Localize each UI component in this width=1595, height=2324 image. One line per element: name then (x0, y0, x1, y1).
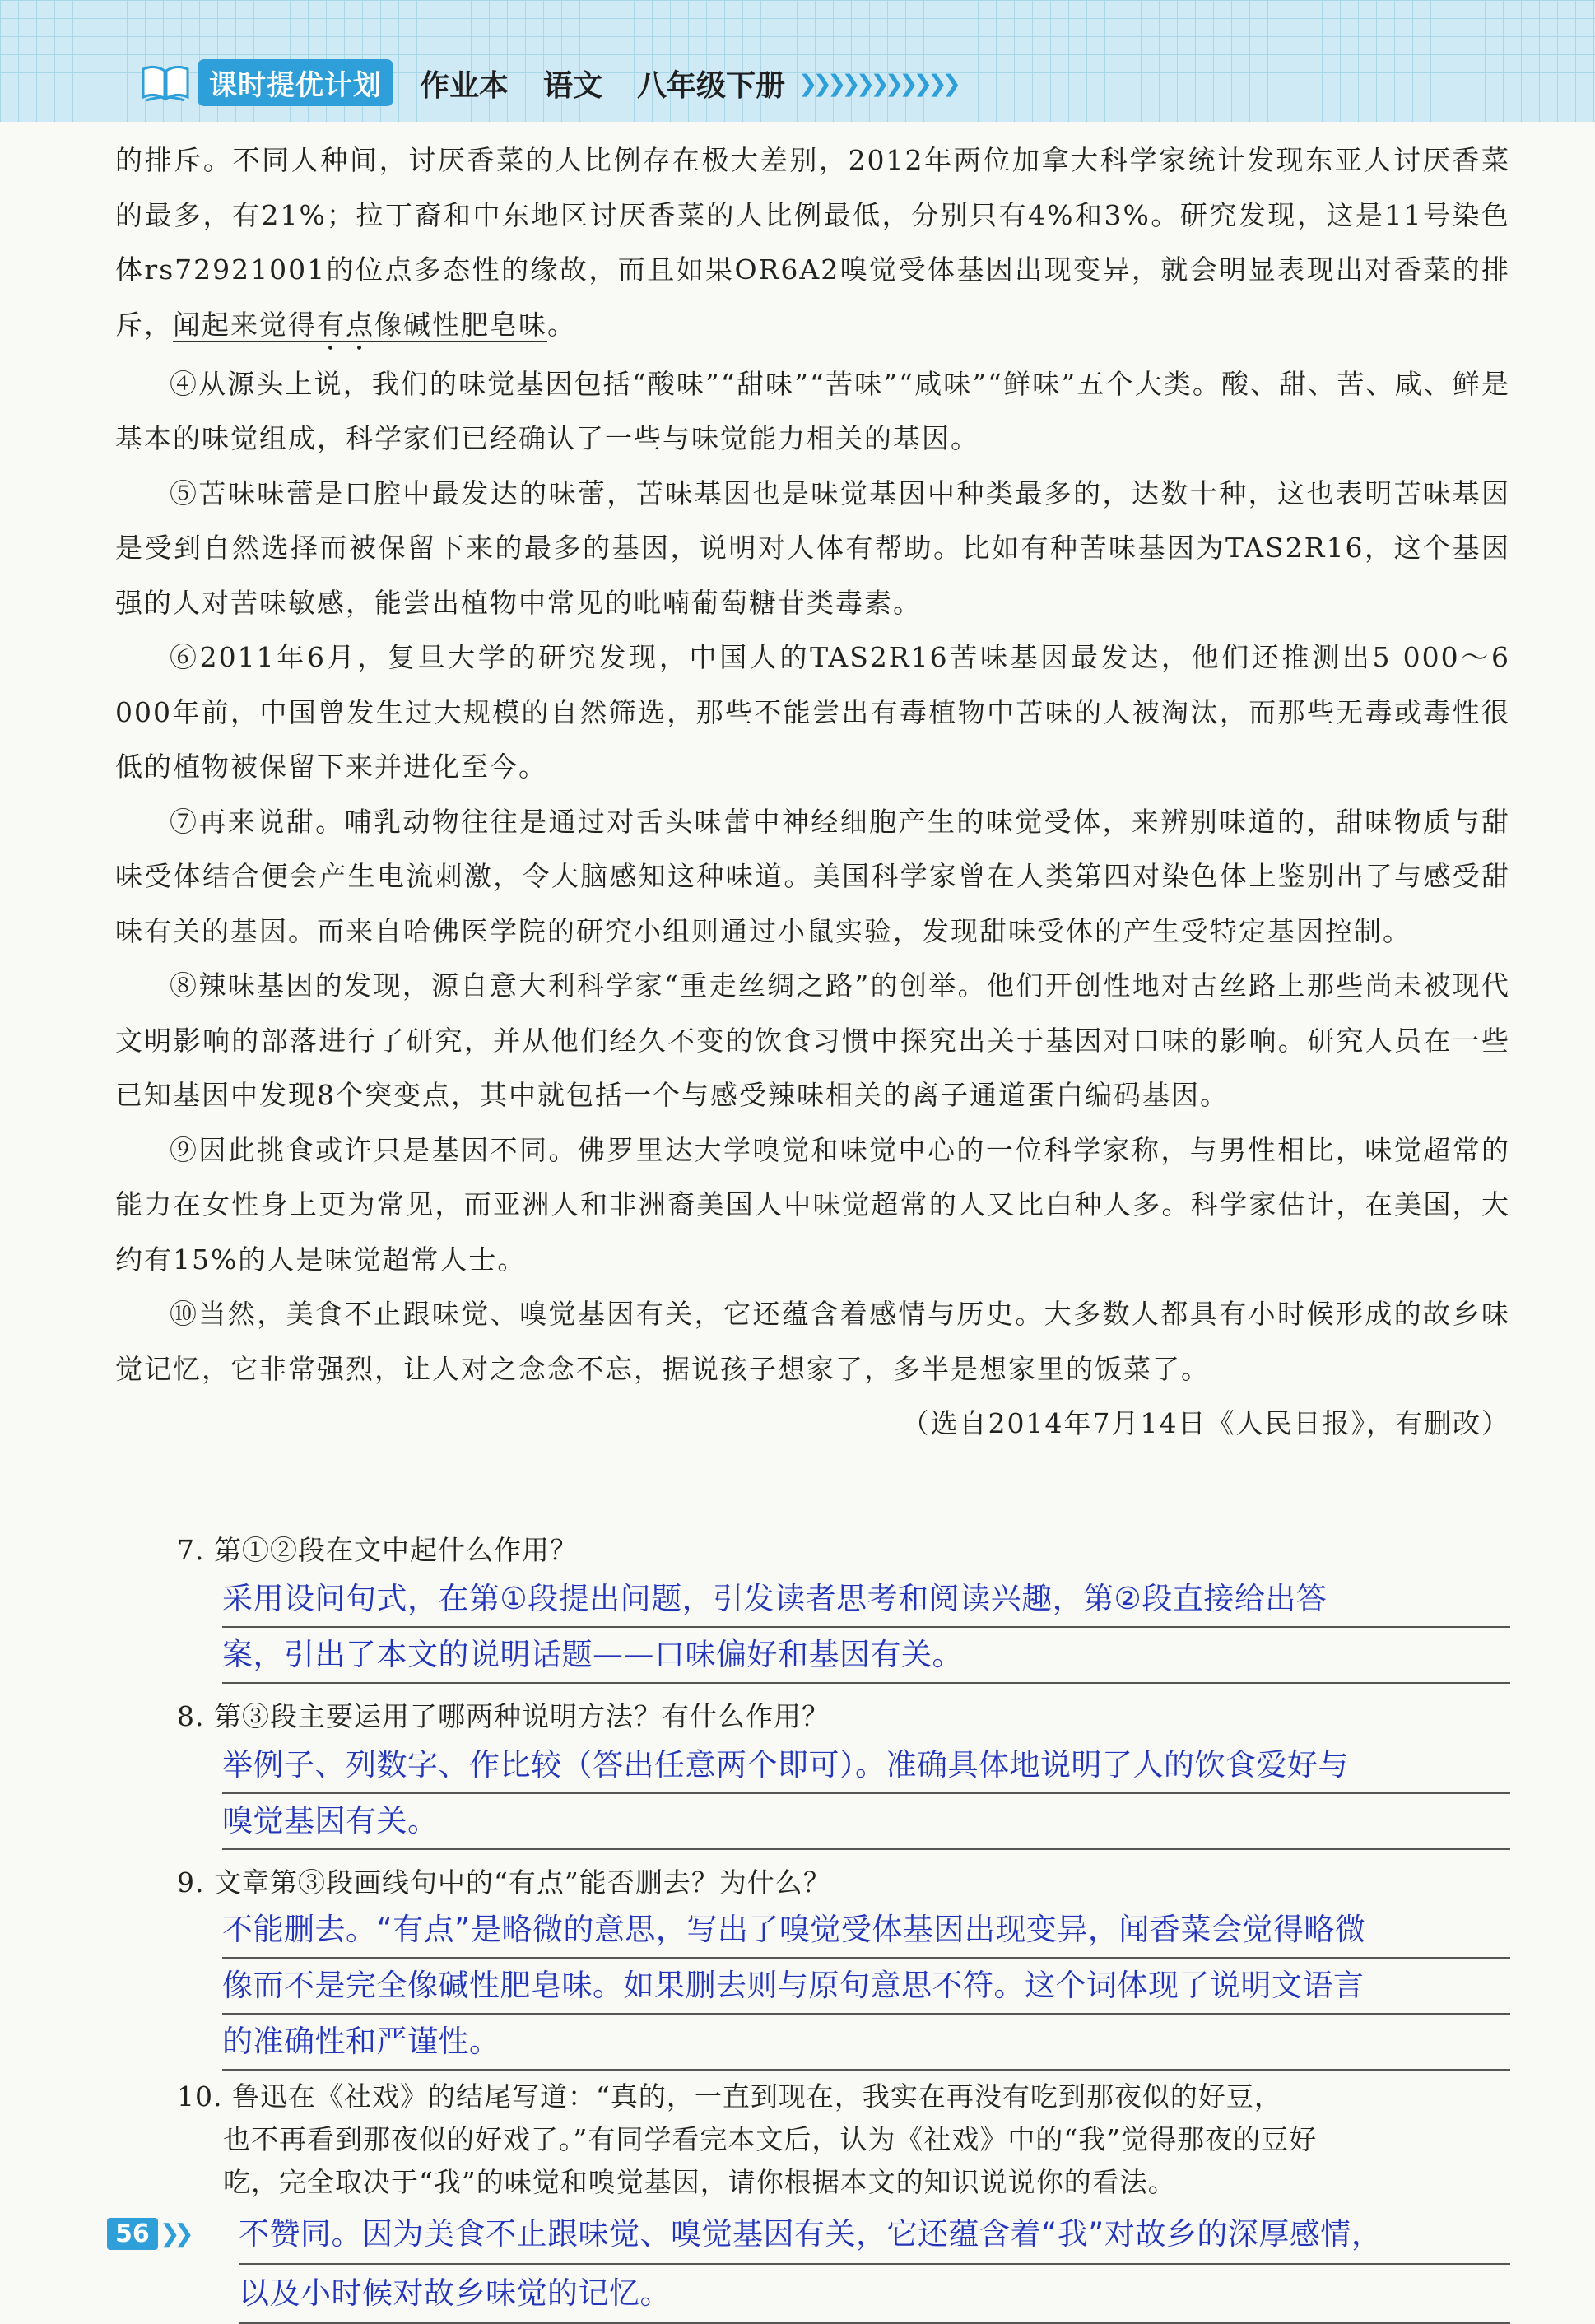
answer-line: 不赞同。因为美食不止跟味觉、嗅觉基因有关，它还蕴含着“我”对故乡的深厚感情， (239, 2205, 1510, 2265)
question-7: 7. 第①②段在文中起什么作用？ (177, 1534, 578, 1566)
question-line: 吃，完全取决于“我”的味觉和嗅觉基因，请你根据本文的知识说说你的看法。 (223, 2166, 1176, 2198)
book-info (420, 63, 991, 105)
answer-line: 像而不是完全像碱性肥皂味。如果删去则与原句意思不符。这个词体现了说明文语言 (222, 1959, 1510, 2015)
brand-logo (140, 59, 393, 105)
source-citation: （选自2014年7月14日《人民日报》，有删改） (901, 1407, 1510, 1439)
paragraph-6: ⑥2011年6月，复旦大学的研究发现，中国人的TAS2R16苦味基因最发达，他们还推测出5 000～6 000年前，中国曾发生过大规模的自然筛选，那些不能尝出有毒植物中苦味的人被淘汰，而那些无毒或毒性很低的植物被保留下来并进化至今。 (115, 641, 1510, 783)
header-band (0, 0, 1595, 122)
brand-title: 课时提优计划 (198, 59, 393, 106)
answer-line: 采用设问句式，在第①段提出问题，引发读者思考和阅读兴趣，第②段直接给出答 (222, 1572, 1510, 1628)
dotted-word: 有点 (317, 308, 374, 341)
answer-line: 举例子、列数字、作比较（答出任意两个即可）。准确具体地说明了人的饮食爱好与 (222, 1738, 1510, 1794)
question-10 (177, 2075, 1510, 2204)
question-line: 也不再看到那夜似的好戏了。”有同学看完本文后，认为《社戏》中的“我”觉得那夜的豆好 (223, 2123, 1318, 2155)
answer-line: 案，引出了本文的说明话题——口味偏好和基因有关。 (222, 1628, 1510, 1684)
answer-10 (239, 2205, 1510, 2324)
question-8: 8. 第③段主要运用了哪两种说明方法？有什么作用？ (177, 1700, 830, 1732)
underlined-sentence (173, 309, 547, 342)
underlined-text: 像碱性肥皂味 (374, 308, 547, 341)
open-book-icon (140, 61, 191, 104)
question-9: 9. 文章第③段画线句中的“有点”能否删去？为什么？ (177, 1866, 831, 1899)
paragraph-text: 。 (547, 308, 576, 341)
page-number (107, 2215, 188, 2252)
paragraph-10: ⑩当然，美食不止跟味觉、嗅觉基因有关，它还蕴含着感情与历史。大多数人都具有小时候形成的故乡味觉记忆，它非常强烈，让人对之念念不忘，据说孩子想家了，多半是想家里的饭菜了。 (115, 1298, 1510, 1385)
paragraph-4: ④从源头上说，我们的味觉基因包括“酸味”“甜味”“苦味”“咸味”“鲜味”五个大类。酸、甜、苦、咸、鲜是基本的味觉组成，科学家们已经确认了一些与味觉能力相关的基因。 (115, 367, 1510, 454)
answer-8 (222, 1738, 1510, 1850)
answer-7 (222, 1572, 1510, 1684)
paragraph-text: 的排斥。不同人种间，讨厌香菜的人比例存在极大差别，2012年两位加拿大科学家统计发现东亚人讨厌香菜的最多，有21%；拉丁裔和中东地区讨厌香菜的人比例最低，分别只有4%和3%。研究发现，这是11号染色体rs72921001的位点多态性的缘故，而且如果OR6A2嗅觉受体基因出现变异，就会明显表现出对香菜的排斥， (115, 144, 1510, 341)
underlined-text: 闻起来觉得 (173, 308, 317, 341)
paragraph-8: ⑧辣味基因的发现，源自意大利科学家“重走丝绸之路”的创举。他们开创性地对古丝路上那些尚未被现代文明影响的部落进行了研究，并从他们经久不变的饮食习惯中探究出关于基因对口味的影响。研究人员在一些已知基因中发现8个突变点，其中就包括一个与感受辣味相关的离子通道蛋白编码基因。 (115, 969, 1510, 1111)
answer-line: 的准确性和严谨性。 (222, 2015, 1510, 2071)
chevron-right-icon: ❯❯ (159, 2219, 188, 2248)
chevron-right-icon: ❯❯❯❯❯❯❯❯❯❯❯ (798, 70, 957, 97)
answer-line: 不能删去。“有点”是略微的意思，写出了嗅觉受体基因出现变异，闻香菜会觉得略微 (222, 1903, 1510, 1959)
grade: 八年级下册 (637, 69, 786, 103)
page-number-text: 56 (107, 2218, 158, 2250)
question-line: 10. 鲁迅在《社戏》的结尾写道：“真的，一直到现在，我实在再没有吃到那夜似的好豆， (177, 2080, 1282, 2113)
answer-9 (222, 1903, 1510, 2071)
paragraph-9: ⑨因此挑食或许只是基因不同。佛罗里达大学嗅觉和味觉中心的一位科学家称，与男性相比，味觉超常的能力在女性身上更为常见，而亚洲人和非洲裔美国人中味觉超常的人又比白种人多。科学家估计，在美国，大约有15%的人是味觉超常人士。 (115, 1133, 1510, 1276)
paragraph-7: ⑦再来说甜。哺乳动物往往是通过对舌头味蕾中神经细胞产生的味觉受体，来辨别味道的，甜味物质与甜味受体结合便会产生电流刺激，令大脑感知这种味道。美国科学家曾在人类第四对染色体上鉴别出了与感受甜味有关的基因。而来自哈佛医学院的研究小组则通过小鼠实验，发现甜味受体的产生受特定基因控制。 (115, 805, 1510, 947)
book-type: 作业本 (420, 69, 509, 103)
paragraph-5: ⑤苦味味蕾是口腔中最发达的味蕾，苦味基因也是味觉基因中种类最多的，达数十种，这也表明苦味基因是受到自然选择而被保留下来的最多的基因，说明对人体有帮助。比如有种苦味基因为TAS2R16，这个基因强的人对苦味敏感，能尝出植物中常见的吡喃葡萄糖苷类毒素。 (115, 476, 1510, 619)
paragraph-3-cont (115, 133, 1510, 357)
answer-line: 嗅觉基因有关。 (222, 1794, 1510, 1850)
answer-line: 以及小时候对故乡味觉的记忆。 (239, 2265, 1510, 2324)
reading-passage (115, 133, 1510, 1452)
subject: 语文 (543, 69, 603, 103)
